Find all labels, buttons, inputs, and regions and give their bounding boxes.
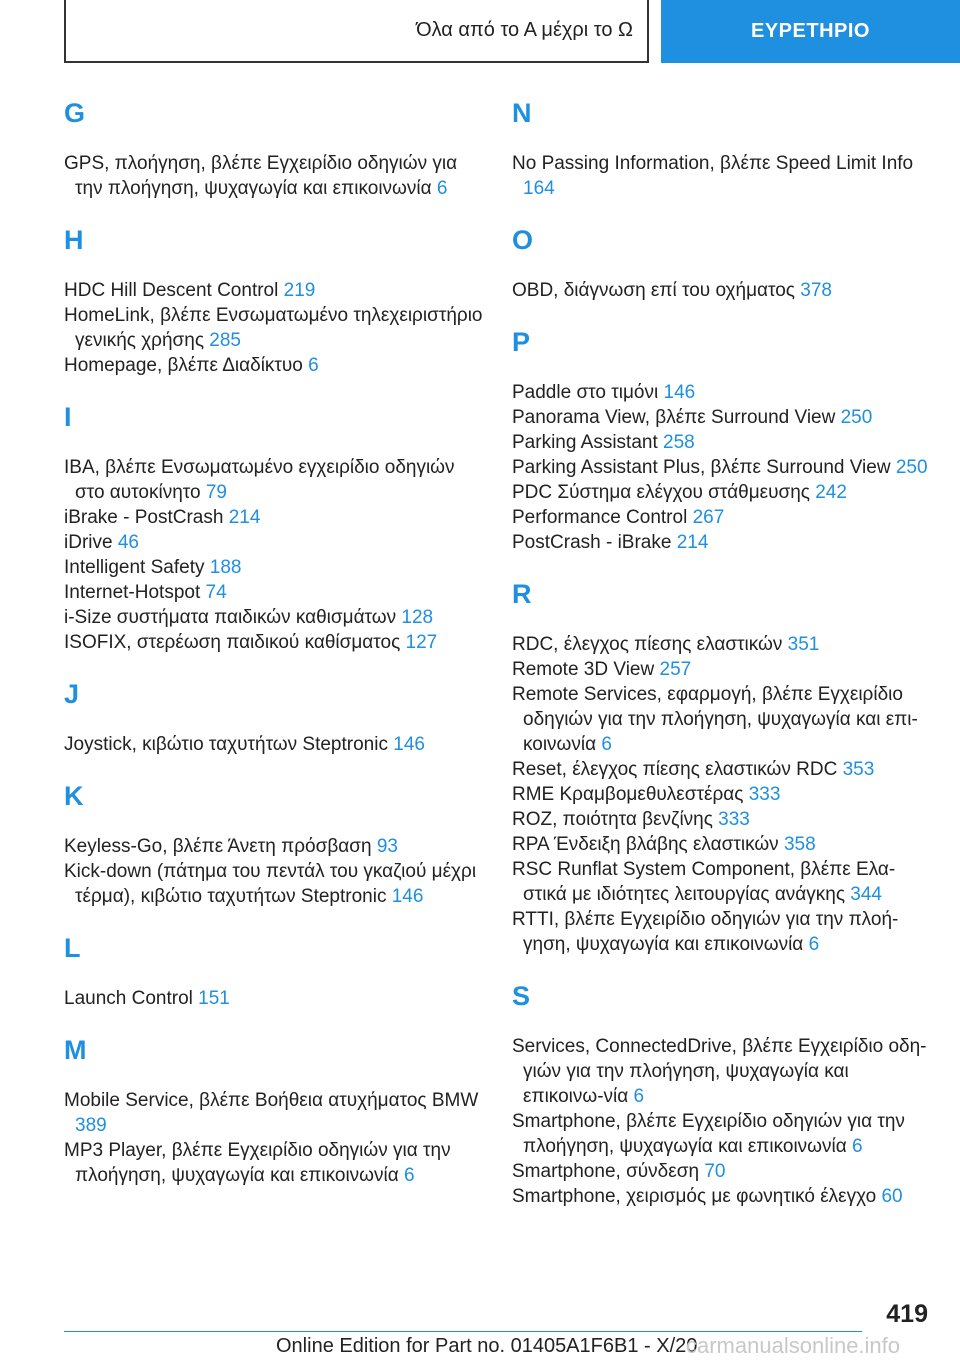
page-link[interactable]: 6 [601, 734, 612, 755]
index-entry [512, 530, 932, 555]
section-letter: G [64, 98, 86, 128]
index-section [64, 400, 489, 655]
index-entry [64, 834, 489, 859]
page-link[interactable]: 188 [209, 557, 242, 578]
index-entry-text: iDrive [64, 532, 113, 553]
index-entry [512, 1159, 932, 1184]
page-link[interactable]: 389 [75, 1115, 107, 1136]
index-entry-text: RSC Runflat System Component, βλέπε Ελα-στικά με ιδιότητες λειτουργίας ανάγκης [512, 859, 896, 905]
index-entry [64, 353, 489, 378]
page-link[interactable]: 242 [815, 482, 847, 503]
index-entry-text: i-Size συστήματα παιδικών καθισμάτων [64, 607, 397, 628]
page-link[interactable]: 146 [391, 886, 424, 907]
index-entry [512, 682, 932, 757]
index-entry [512, 907, 932, 957]
index-entry [64, 986, 489, 1011]
page-link[interactable]: 358 [783, 834, 816, 855]
index-entry-text: Performance Control [512, 507, 688, 528]
page-link[interactable]: 6 [308, 355, 319, 376]
index-column-right [512, 96, 932, 1231]
index-entry-text: GPS, πλοήγηση, βλέπε Εγχειρίδιο οδηγιών για την πλοήγηση, ψυχαγωγία και επικοινωνία [64, 153, 458, 199]
page-link[interactable]: 267 [692, 507, 725, 528]
index-entry [512, 405, 932, 430]
index-entry [64, 278, 489, 303]
index-entry-text: Keyless-Go, βλέπε Άνετη πρόσβαση [64, 836, 372, 857]
page-link[interactable]: 219 [283, 280, 316, 301]
page-link[interactable]: 353 [842, 759, 875, 780]
index-entry [512, 857, 932, 907]
index-entry [512, 632, 932, 657]
page-link[interactable]: 333 [748, 784, 781, 805]
page-link[interactable]: 333 [718, 809, 750, 830]
watermark-text: carmanualsonline.info [686, 1333, 901, 1358]
section-letter: S [512, 981, 531, 1011]
index-entry [64, 605, 489, 630]
index-entry [64, 455, 489, 505]
index-entry [64, 151, 489, 201]
section-letter: R [512, 579, 532, 609]
index-entry-text: MP3 Player, βλέπε Εγχειρίδιο οδηγιών για την πλοήγηση, ψυχαγωγία και επικοινωνία [64, 1140, 451, 1186]
index-entry-text: PDC Σύστημα ελέγχου στάθμευσης [512, 482, 810, 503]
index-section [64, 931, 489, 1011]
index-entry [64, 580, 489, 605]
index-entry [64, 630, 489, 655]
page-link[interactable]: 214 [676, 532, 709, 553]
page-link[interactable]: 6 [404, 1165, 415, 1186]
index-entry-text: HomeLink, βλέπε Ενσωματωμένο τηλεχειριστήριο γενικής χρήσης [64, 305, 483, 351]
index-entry [512, 1109, 932, 1159]
page-link[interactable]: 258 [663, 432, 695, 453]
footer-divider [64, 1331, 862, 1332]
index-entry [64, 732, 489, 757]
section-letter: K [64, 781, 84, 811]
index-section [64, 677, 489, 757]
index-section [512, 577, 932, 957]
page-link[interactable]: 6 [633, 1086, 645, 1107]
page-link[interactable]: 164 [523, 178, 555, 199]
index-entry-text: HDC Hill Descent Control [64, 280, 279, 301]
index-entry [64, 303, 489, 353]
index-entry-text: RTTI, βλέπε Εγχειρίδιο οδηγιών για την πλοή-γηση, ψυχαγωγία και επικοινωνία [512, 909, 899, 955]
page-link[interactable]: 128 [401, 607, 434, 628]
index-entry [512, 1184, 932, 1209]
index-section [64, 1033, 489, 1188]
index-entry-text: Smartphone, χειρισμός με φωνητικό έλεγχο [512, 1186, 877, 1207]
index-section [512, 325, 932, 555]
index-entry-text: RDC, έλεγχος πίεσης ελαστικών [512, 634, 783, 655]
page-link[interactable]: 257 [659, 659, 692, 680]
index-entry-text: Mobile Service, βλέπε Βοήθεια ατυχήματος BMW [64, 1090, 479, 1111]
index-entry [512, 455, 932, 480]
index-entry-text: IBA, βλέπε Ενσωματωμένο εγχειρίδιο οδηγιών στο αυτοκίνητο [64, 457, 455, 503]
index-entry [512, 757, 932, 782]
index-entry [512, 151, 932, 201]
page-link[interactable]: 151 [198, 988, 230, 1009]
section-letter: J [64, 679, 80, 709]
index-entry [64, 1138, 489, 1188]
index-entry-text: Parking Assistant Plus, βλέπε Surround View [512, 457, 891, 478]
page-link[interactable]: 70 [704, 1161, 726, 1182]
index-entry-text: Smartphone, σύνδεση [512, 1161, 700, 1182]
index-entry-text: Services, ConnectedDrive, βλέπε Εγχειρίδιο οδη-γιών για την πλοήγηση, ψυχαγωγία και επικοινω-νία [512, 1036, 927, 1107]
index-section [64, 223, 489, 378]
page-number: 419 [886, 1300, 928, 1328]
page-link[interactable]: 146 [393, 734, 425, 755]
page-link[interactable]: 285 [209, 330, 241, 351]
page-link[interactable]: 6 [852, 1136, 863, 1157]
section-letter: M [64, 1035, 87, 1065]
index-entry-text: RPA Ένδειξη βλάβης ελαστικών [512, 834, 779, 855]
page-link[interactable]: 46 [117, 532, 139, 553]
index-entry-text: Intelligent Safety [64, 557, 205, 578]
index-entry [64, 505, 489, 530]
section-letter: P [512, 327, 531, 357]
page-link[interactable]: 79 [205, 482, 227, 503]
index-entry-text: Homepage, βλέπε Διαδίκτυο [64, 355, 303, 376]
page-link[interactable]: 6 [436, 178, 448, 199]
index-entry [64, 1088, 489, 1138]
tab-all-a-to-z-label: Όλα από το Α μέχρι το Ω [416, 19, 633, 41]
index-entry-text: Paddle στο τιμόνι [512, 382, 659, 403]
index-entry-text: Reset, έλεγχος πίεσης ελαστικών RDC [512, 759, 838, 780]
index-entry-text: Smartphone, βλέπε Εγχειρίδιο οδηγιών για την πλοήγηση, ψυχαγωγία και επικοινωνία [512, 1111, 905, 1157]
index-entry-text: Joystick, κιβώτιο ταχυτήτων Steptronic [64, 734, 388, 755]
page-link[interactable]: 344 [850, 884, 882, 905]
index-entry [512, 278, 932, 303]
page-link[interactable]: 127 [405, 632, 438, 653]
index-entry-text: Remote 3D View [512, 659, 655, 680]
page-link[interactable]: 146 [663, 382, 696, 403]
section-letter: H [64, 225, 84, 255]
index-section [64, 96, 489, 201]
section-letter: I [64, 402, 72, 432]
page-link[interactable]: 250 [895, 457, 928, 478]
page-link[interactable]: 378 [800, 280, 832, 301]
index-entry-text: Internet-Hotspot [64, 582, 201, 603]
index-entry [512, 657, 932, 682]
index-entry-text: Panorama View, βλέπε Surround View [512, 407, 836, 428]
index-entry-text: Remote Services, εφαρμογή, βλέπε Εγχειρίδιο οδηγιών για την πλοήγηση, ψυχαγωγία και επι-κοινωνία [512, 684, 918, 755]
section-letter: O [512, 225, 534, 255]
index-entry [64, 555, 489, 580]
index-entry [512, 832, 932, 857]
index-entry-text: ISOFIX, στερέωση παιδικού καθίσματος [64, 632, 401, 653]
index-entry-text: Parking Assistant [512, 432, 658, 453]
section-letter: L [64, 933, 81, 963]
footer-edition-text: Online Edition for Part no. 01405A1F6B1 - X/20 [276, 1335, 698, 1357]
index-entry [64, 859, 489, 909]
index-entry [512, 782, 932, 807]
page-link[interactable]: 250 [840, 407, 873, 428]
index-entry-text: Launch Control [64, 988, 193, 1009]
page-link[interactable]: 74 [205, 582, 227, 603]
index-entry-text: No Passing Information, βλέπε Speed Limit Info [512, 153, 914, 174]
page-link[interactable]: 93 [376, 836, 398, 857]
tab-all-a-to-z[interactable] [64, 0, 649, 63]
section-letter: N [512, 98, 532, 128]
index-entry-text: iBrake - PostCrash [64, 507, 224, 528]
index-column-left [64, 96, 489, 1210]
index-entry-text: OBD, διάγνωση επί του οχήματος [512, 280, 795, 301]
index-entry [512, 380, 932, 405]
index-entry [512, 1034, 932, 1109]
index-section [512, 979, 932, 1209]
index-entry [512, 505, 932, 530]
page-link[interactable]: 6 [808, 934, 820, 955]
index-entry-text: ROZ, ποιότητα βενζίνης [512, 809, 713, 830]
page-link[interactable]: 214 [228, 507, 261, 528]
index-entry [512, 807, 932, 832]
index-section [64, 779, 489, 909]
index-entry-text: RME Κραμβομεθυλεστέρας [512, 784, 744, 805]
index-entry [512, 480, 932, 505]
page-link[interactable]: 60 [881, 1186, 903, 1207]
index-entry [512, 430, 932, 455]
index-entry-text: PostCrash - iBrake [512, 532, 672, 553]
index-entry [64, 530, 489, 555]
tab-index-label: ΕΥΡΕΤΗΡΙΟ [751, 20, 870, 42]
index-section [512, 223, 932, 303]
index-section [512, 96, 932, 201]
page-link[interactable]: 351 [787, 634, 820, 655]
index-entry-text: Kick-down (πάτημα του πεντάλ του γκαζιού μέχρι τέρμα), κιβώτιο ταχυτήτων Steptronic [64, 861, 477, 907]
tab-index[interactable] [661, 0, 960, 63]
